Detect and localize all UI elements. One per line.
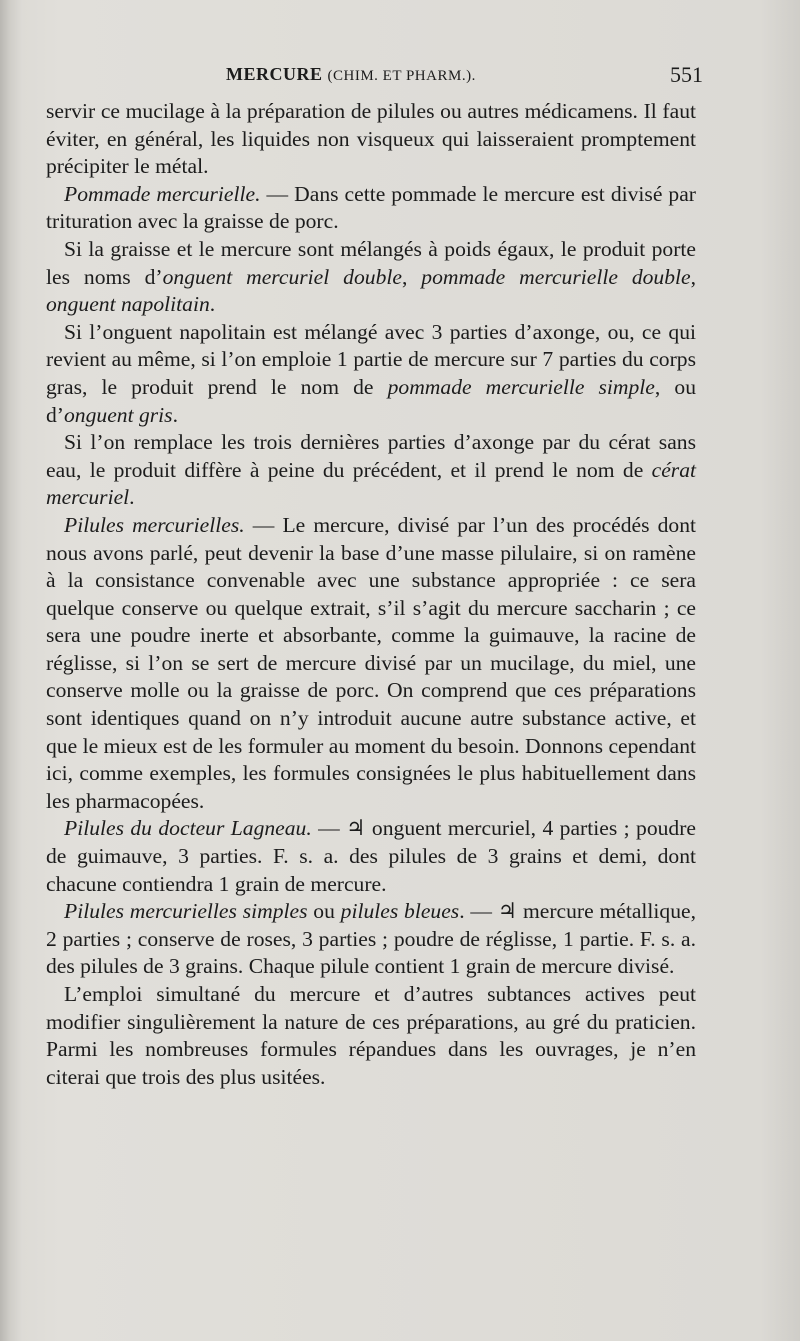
paragraph xyxy=(46,236,696,319)
paragraph xyxy=(46,181,696,236)
paragraph xyxy=(46,898,696,981)
text-run: Si la graisse et le mercure sont mélangés à poids égaux, le produit porte les noms d’ xyxy=(46,236,696,289)
paragraph xyxy=(46,429,696,512)
paragraph xyxy=(46,512,696,816)
text-run: . xyxy=(172,402,178,427)
text-run: Si l’onguent napolitain est mélangé avec 3 parties d’axonge, ou, ce qui revient au même, si l’on emploie 1 partie de mercure sur 7 parties du corps gras, le produit prend le nom de xyxy=(46,319,696,399)
text-run: , xyxy=(401,264,422,289)
running-title-main: MERCURE xyxy=(226,64,323,84)
paragraph xyxy=(46,319,696,429)
text-run: servir ce mucilage à la préparation de pilules ou autres médicamens. Il faut éviter, en général, les liquides non visqueux qui laisseraient promptement précipiter le métal. xyxy=(46,99,696,179)
italic-term: pommade mercurielle double xyxy=(421,264,691,289)
text-run: , ou d’ xyxy=(46,374,697,427)
italic-term: onguent mercuriel double xyxy=(162,264,402,289)
text-run: — Le mercure, divisé par l’un des procédés dont nous avons parlé, peut devenir la base d’une masse pilulaire, si on ramène à la consistance convenable avec une substance appropriée : ce sera quelque conserve ou quelque extrait, s’il s’agit du mercure saccharin ; ce sera une poudre inerte et absorbante, comme la guimauve, la racine de réglisse, si l’on se sert de mercure divisé par un mucilage, du miel, une conserve molle ou la graisse de porc. On comprend que ces préparations sont identiques quand on n’y introduit aucune autre substance active, et que le mieux est de les formuler au moment du besoin. Donnons cependant ici, comme exemples, les formules consignées le plus habituellement dans les pharmacopées. xyxy=(46,512,696,813)
italic-term: pommade mercurielle simple xyxy=(387,374,655,399)
text-run: L’emploi simultané du mercure et d’autres subtances actives peut modifier singulièrement la nature de ces préparations, au gré du praticien. Parmi les nombreuses formules répandues dans les ouvrages, je n’en citerai que trois des plus usitées. xyxy=(46,982,696,1089)
italic-term: pilules bleues xyxy=(340,899,460,924)
text-run: . xyxy=(129,485,135,510)
text-run: , xyxy=(690,264,697,289)
italic-term: Pilules du docteur Lagneau. xyxy=(64,816,312,841)
page-number: 551 xyxy=(670,62,703,87)
italic-term: Pilules mercurielles simples xyxy=(64,899,308,924)
text-run: ou xyxy=(307,899,341,924)
text-run: Si l’on remplace les trois dernières parties d’axonge par du cérat sans eau, le produit diffère à peine du précédent, et il prend le nom de xyxy=(46,430,696,482)
running-header xyxy=(46,62,703,98)
italic-term: Pilules mercurielles. xyxy=(64,512,245,537)
text-run: . xyxy=(209,292,216,317)
running-title xyxy=(226,64,476,85)
text-run: — Dans cette pommade le mercure est divisé par trituration avec la graisse de porc. xyxy=(46,181,696,234)
text-run: — ♃ onguent mercuriel, 4 parties ; poudre de guimauve, 3 parties. F. s. a. des pilules de 3 grains et demi, dont chacune contiendra 1 grain de mercure. xyxy=(46,816,697,896)
body-text xyxy=(46,98,696,1091)
paragraph xyxy=(46,98,696,181)
italic-term: onguent gris xyxy=(64,402,173,427)
running-title-sub: (CHIM. ET PHARM.). xyxy=(327,68,476,84)
italic-term: onguent napolitain xyxy=(46,292,210,317)
paragraph xyxy=(46,981,696,1091)
text-run: . — ♃ mercure métallique, 2 parties ; conserve de roses, 3 parties ; poudre de réglisse, 1 partie. F. s. a. des pilules de 3 grains. Chaque pilule contient 1 grain de mercure divisé. xyxy=(46,899,697,979)
italic-term: Pommade mercurielle. xyxy=(64,181,261,206)
italic-term: cérat mercuriel xyxy=(46,457,696,510)
paragraph xyxy=(46,815,696,898)
